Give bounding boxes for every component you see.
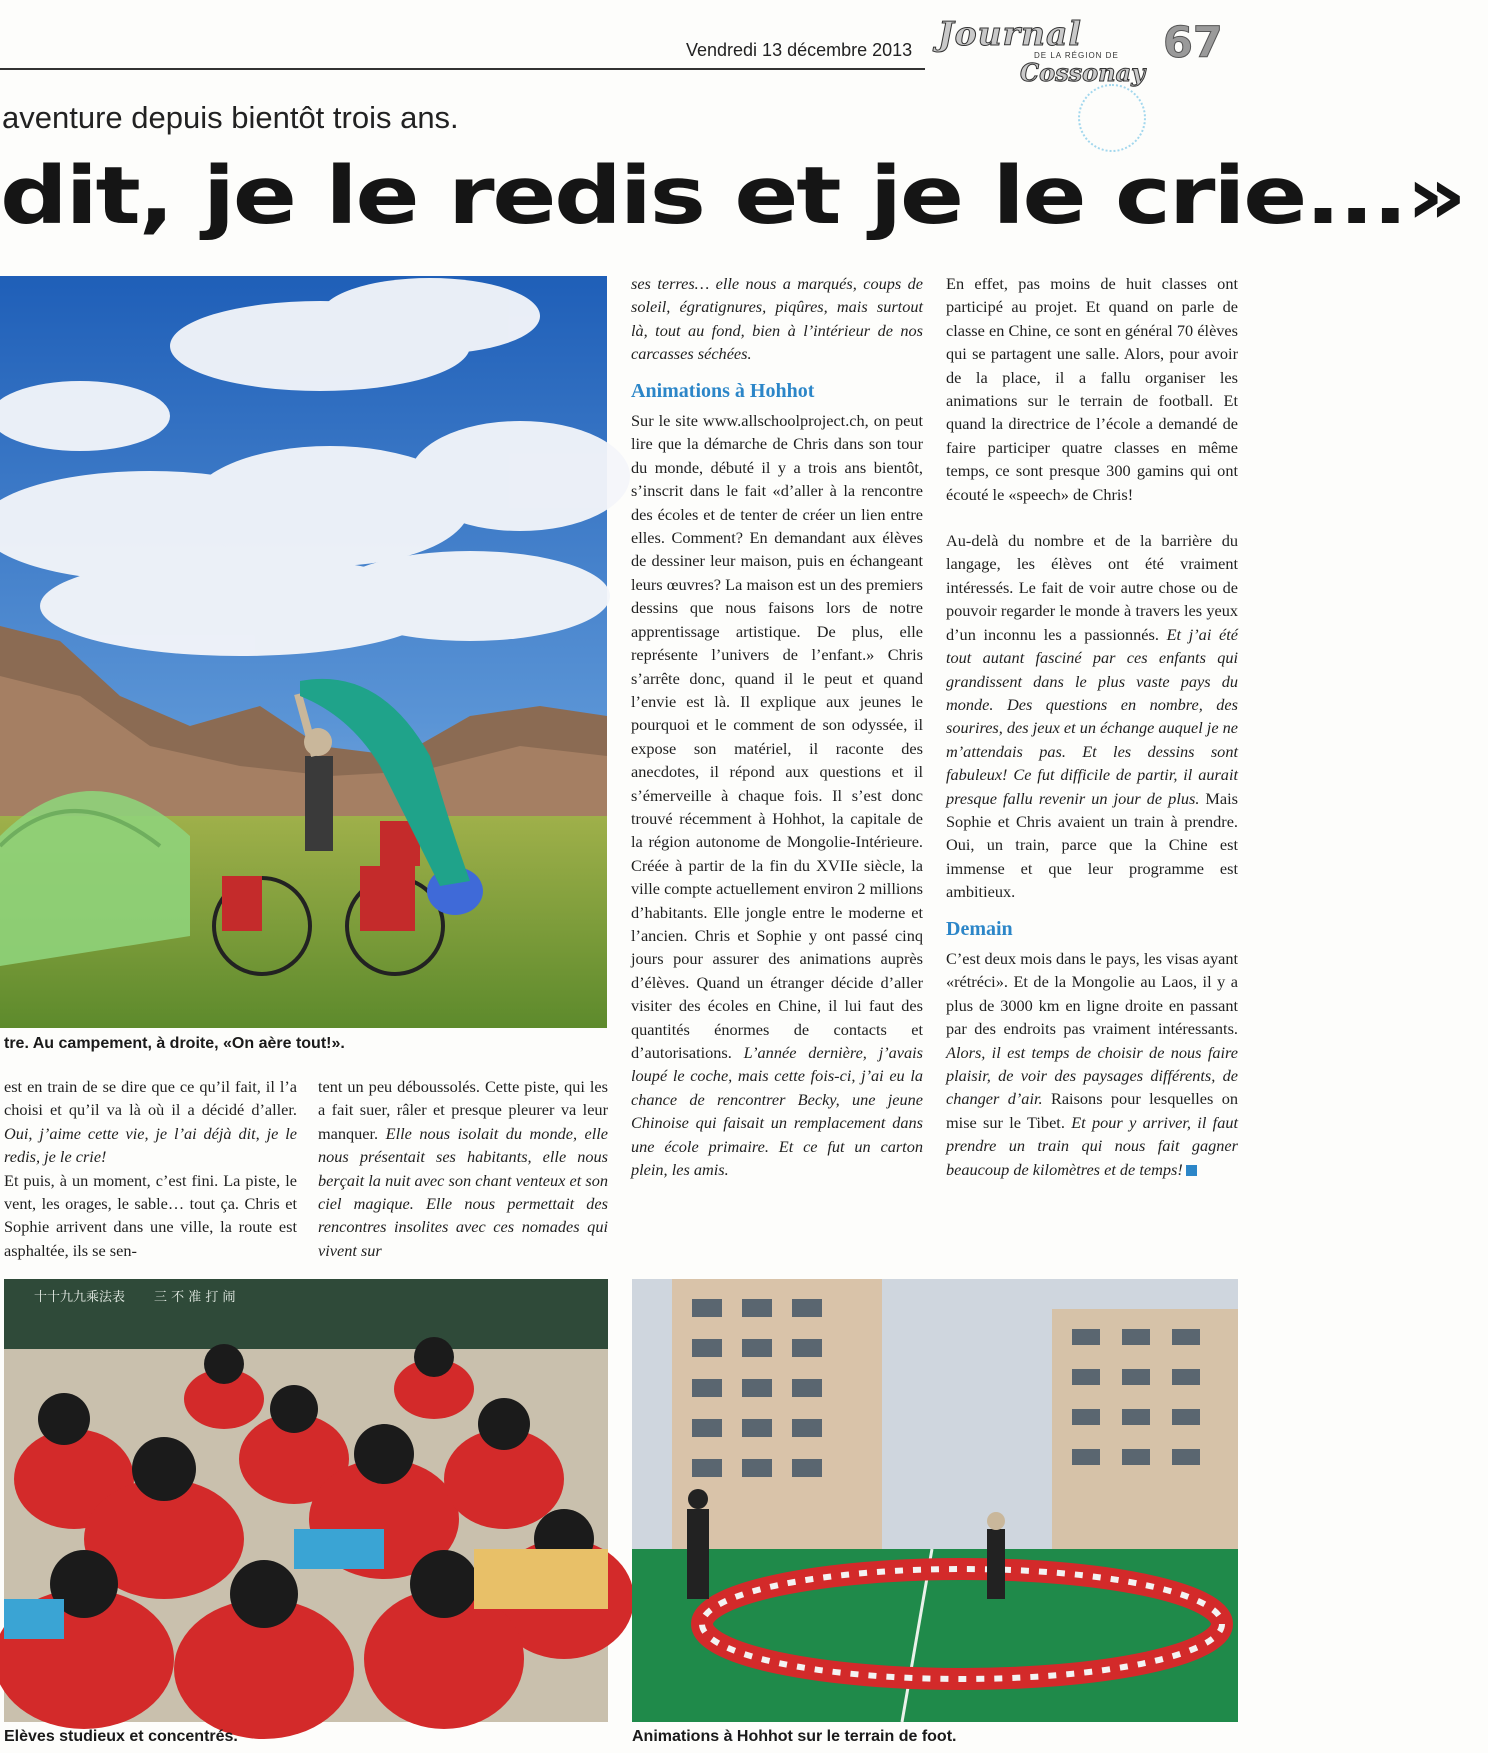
paragraph: Sur le site www.allschoolproject.ch, on peut lire que la démarche de Chris dans son tour du monde, débuté il y a trois ans bientôt, s’inscrit dans le fait «d’aller à la rencontre des écoles et de tenter de créer un lien entre elles. Comment? En demandant aux élèves de dessiner leur maison, puis en échangeant leurs œuvres? La maison est un des premiers dessins que nous faisons lors de notre apprentissage artistique. De plus, elle représente l’univers de l’enfant.» Chris s’arrête donc, quand il le peut et quand l’envie est là. Il explique aux jeunes le pourquoi et le comment de son odyssée, il expose son matériel, il raconte des anecdotes, il répond aux questions et il s’émerveille à chaque fois. Il s’est donc trouvé récemment à Hohhot, la capitale de la région autonome de Mongolie-Intérieure. Créée à partir de la fin du XVIIe siècle, la ville compte actuellement environ 2 millions d’habitants. Elle jongle entre le moderne et l’ancien. Chris et Sophie y ont passé cinq jours pour assurer des animations auprès d’élèves. Quand un étranger décide d’aller visiter des écoles en Chine, il lui faut des quantités énormes de contacts et d’autorisations. L’année dernière, j’avais loupé le coche, mais cette fois-ci, j’ai eu la chance de rencontrer Becky, une jeune Chinoise qui faisait un remplacement dans une école primaire. Et ce fut un carton plein, les amis. bbox=[631, 411, 924, 1180]
blackboard-text: 十十九九乘法表 bbox=[34, 1290, 126, 1305]
column-left-1 bbox=[4, 1075, 297, 1262]
column-middle bbox=[631, 272, 923, 1181]
ink-stamp bbox=[1078, 84, 1146, 152]
paragraph: En effet, pas moins de huit classes ont participé au projet. Et quand on parle de classe en Chine, ce sont en général 70 élèves qui se partagent une salle. Alors, pour avoir de la place, il a fallu organiser les animations sur le terrain de football. Et quand la directrice de l’école a demandé de faire participer quatre classes en même temps, ce sont presque 300 gamins qui ont écouté le «speech» de Chris! bbox=[946, 274, 1238, 504]
article-subheadline: aventure depuis bientôt trois ans. bbox=[2, 100, 459, 135]
issue-date: Vendredi 13 décembre 2013 bbox=[686, 40, 913, 60]
paragraph: est en train de se dire que ce qu’il fait, il l’a choisi et qu’il va là où il a décidé d’aller. Oui, j’aime cette vie, je l’ai déjà dit, je le redis, je le crie! bbox=[4, 1077, 297, 1167]
paragraph: tent un peu déboussolés. Cette piste, qui les a fait suer, râler et presque pleurer va leur manquer. Elle nous isolait du monde, elle nous présentait ses habitants, elle nous berçait la nuit avec son chant venteux et son ciel magique. Elle nous permettait des rencontres insolites avec ces nomades qui vivent sur bbox=[318, 1077, 609, 1260]
classroom-caption: Elèves studieux et concentrés. bbox=[4, 1728, 238, 1745]
campsite-photo bbox=[0, 276, 607, 1028]
masthead-name: Journal bbox=[938, 14, 1082, 53]
masthead-region: Cossonay bbox=[1020, 58, 1146, 87]
paragraph: Au-delà du nombre et de la barrière du langage, les élèves ont été vraiment intéressés. Le fait de voir autre chose ou de pouvoir regarder le monde à travers les yeux d’un inconnu les a passionnés. Et j’ai été tout autant fasciné par ces enfants qui grandissent dans le plus vaste pays du monde. Des questions en nombre, des sourires, des jeux et un échange auquel je ne m’attendais pas. Et les dessins sont fabuleux! Ce fut difficile de partir, il aurait presque fallu revenir un jour de plus. Mais Sophie et Chris avaient un train à prendre. Oui, un train, parce que la Chine est immense et que leur programme est ambitieux. bbox=[946, 531, 1238, 902]
campsite-illustration bbox=[0, 276, 607, 1028]
column-right bbox=[946, 272, 1238, 1181]
paragraph: C’est deux mois dans le pays, les visas ayant «rétréci». Et de la Mongolie au Laos, il y a plus de 3000 km en ligne droite en passant par des endroits pas vraiment intéressants. Alors, il est temps de choisir de nous faire plaisir, de voir des paysages différents, de changer d’air. Raisons pour lesquelles on mise sur le Tibet. Et pour y arriver, il faut prendre un train qui nous fait gagner beaucoup de kilomètres et de temps! bbox=[946, 948, 1239, 1179]
football-caption: Animations à Hohhot sur le terrain de foot. bbox=[632, 1728, 957, 1745]
paragraph: ses terres… elle nous a marqués, coups de soleil, égratignures, piqûres, mais surtout là, tout au fond, bien à l’intérieur de nos carcasses séchées. bbox=[631, 274, 923, 364]
paragraph: Et puis, à un moment, c’est fini. La piste, le vent, les orages, le sable… tout ça. Chris et Sophie arrivent dans une ville, la route est asphaltée, ils se sen- bbox=[4, 1170, 297, 1260]
section-heading-animations: Animations à Hohhot bbox=[631, 379, 815, 402]
journal-masthead bbox=[938, 14, 1146, 87]
article-headline: dit, je le redis et je le crie...» bbox=[0, 150, 1465, 242]
page-number: 67 bbox=[1163, 18, 1223, 68]
masthead-sub: DE LA RÉGION DE bbox=[1034, 51, 1119, 60]
classroom-illustration bbox=[4, 1279, 608, 1722]
classroom-photo bbox=[4, 1279, 608, 1722]
blackboard-text: 三 不 准 打 闹 bbox=[154, 1290, 236, 1305]
section-heading-demain: Demain bbox=[946, 917, 1013, 940]
column-left-2 bbox=[318, 1075, 608, 1262]
header-rule bbox=[0, 68, 925, 70]
football-field-illustration bbox=[632, 1279, 1238, 1722]
end-of-article-mark bbox=[1186, 1165, 1197, 1176]
top-photo-caption: tre. Au campement, à droite, «On aère tout!». bbox=[4, 1035, 345, 1052]
football-field-photo bbox=[632, 1279, 1238, 1722]
